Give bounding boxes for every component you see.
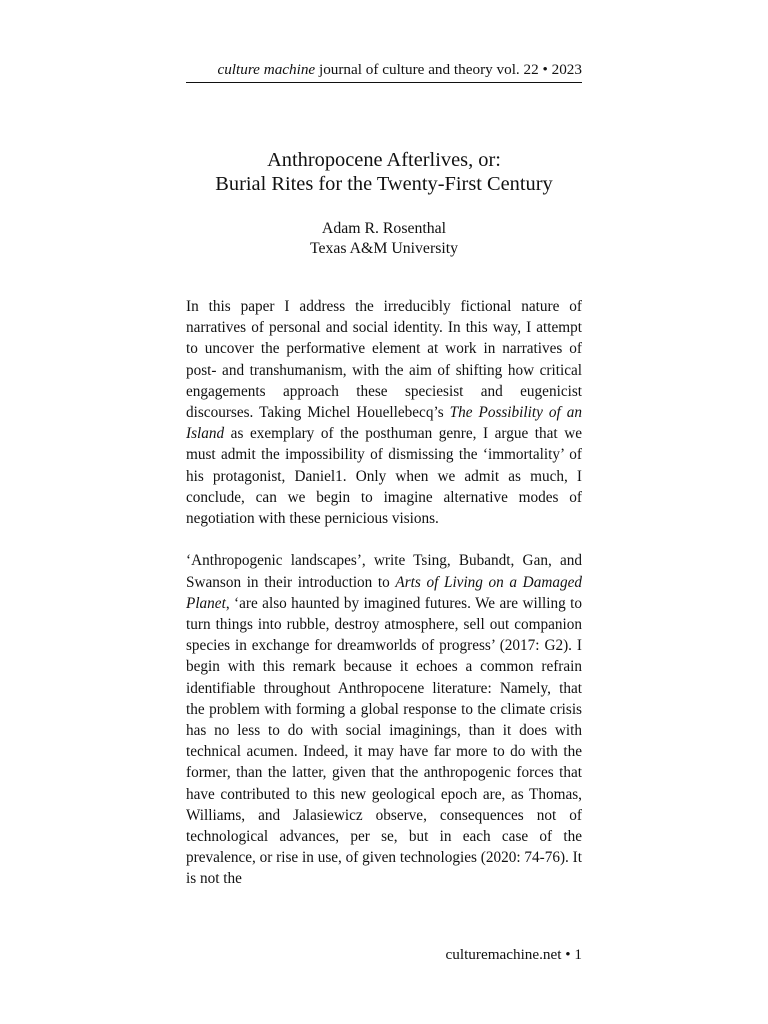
journal-issue: journal of culture and theory vol. 22 • 2023 bbox=[315, 61, 582, 78]
paragraph-1-text-2: , ‘are also haunted by imagined futures. We are willing to turn things into rubble, destroy atmosphere, sell out companion species in exchange for dreamworlds of progress’ (2017: G2). I begin with this remark because it echoes a common refrain identifiable throughout Anthropocene literature: Namely, that the problem with forming a global response to the climate crisis has no less to do with social imaginings, than it does with technical acumen. Indeed, it may have far more to do with the former, than the latter, given that the anthropogenic forces that have contributed to this new geological epoch are, as Thomas, Williams, and Jalasiewicz observe, consequences not of technological advances, per se, but in each case of the prevalence, or rise in use, of given technologies (2020: 74-76). It is not the bbox=[186, 594, 582, 888]
page-footer: culturemachine.net • 1 bbox=[445, 946, 582, 963]
author-block bbox=[186, 219, 582, 258]
author-name: Adam R. Rosenthal bbox=[321, 220, 447, 237]
author-affiliation: Texas A&M University bbox=[309, 239, 459, 257]
article-title bbox=[186, 148, 582, 196]
title-line-2: Burial Rites for the Twenty-First Century bbox=[215, 173, 553, 195]
abstract-book-title: The Possibility of an Island bbox=[186, 404, 582, 443]
paragraph-1-book-title: Arts of Living on a Damaged Planet bbox=[186, 573, 582, 612]
article-body bbox=[186, 296, 582, 911]
abstract-paragraph bbox=[186, 296, 582, 529]
journal-name: culture machine bbox=[217, 61, 316, 78]
title-line-1: Anthropocene Afterlives, or: bbox=[267, 149, 501, 171]
abstract-text-1: In this paper I address the irreducibly fictional nature of narratives of personal and social identity. In this way, I attempt to uncover the performative element at work in narratives of post- and transhumanism, with the aim of shifting how critical engagements approach these speciesist and eugenicist discourses. Taking Michel Houellebecq’s bbox=[186, 298, 582, 422]
body-paragraph-1 bbox=[186, 550, 582, 889]
running-header bbox=[186, 60, 582, 83]
paragraph-1-text-1: ‘Anthropogenic landscapes’, write Tsing, Bubandt, Gan, and Swanson in their introduction to bbox=[186, 552, 582, 591]
abstract-text-2: as exemplary of the posthuman genre, I argue that we must admit the impossibility of dismissing the ‘immortality’ of his protagonist, Daniel1. Only when we admit as much, I conclude, can we begin to imagine alternative modes of negotiation with these pernicious visions. bbox=[186, 425, 582, 528]
